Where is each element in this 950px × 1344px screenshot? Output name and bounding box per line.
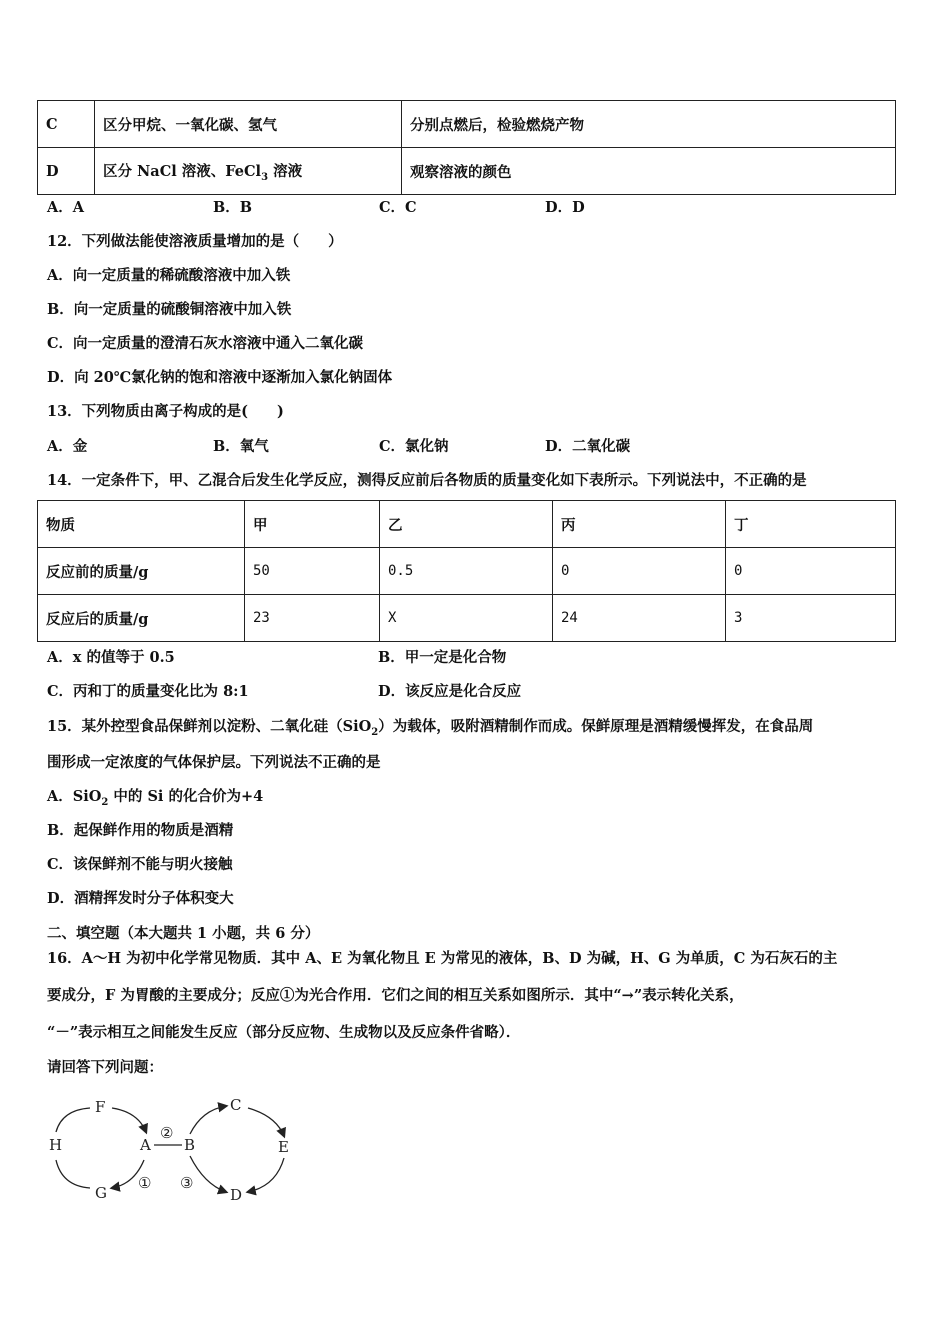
- row-method: 分别点燃后，检验燃烧产物: [402, 101, 896, 148]
- cell: 50: [245, 548, 380, 595]
- mass-table: [37, 500, 896, 642]
- node-f: F: [95, 1098, 106, 1116]
- node-b: B: [184, 1136, 196, 1154]
- option-a: A．金: [47, 438, 88, 455]
- arrow-b-c: [190, 1106, 226, 1134]
- option-b: B．氧气: [213, 438, 269, 455]
- row-method: 观察溶液的颜色: [402, 148, 896, 195]
- q12-stem: 12．下列做法能使溶液质量增加的是（ ）: [47, 233, 343, 250]
- reaction-3-label: ③: [180, 1174, 194, 1192]
- node-d: D: [230, 1186, 243, 1204]
- header-cell: 丙: [553, 501, 726, 548]
- q16-line3: “－”表示相互之间能发生反应（部分反应物、生成物以及反应条件省略）．: [47, 1024, 521, 1041]
- q14-options-row2: [47, 682, 709, 702]
- arrow-b-d: [190, 1156, 226, 1192]
- option-c: C．C: [379, 199, 417, 216]
- q15-stem: 15．某外控型食品保鲜剂以淀粉、二氧化硅（SiO$_2$）为载体，吸附酒精制作而成。保鲜原理是酒精缓慢挥发，在食品周: [47, 718, 814, 738]
- option-d: D．二氧化碳: [545, 438, 631, 455]
- table-row: [38, 148, 896, 195]
- arc-g-h: [56, 1160, 90, 1188]
- q15-option-d: D．酒精挥发时分子体积变大: [47, 890, 234, 907]
- arrow-f-a: [112, 1108, 146, 1132]
- header-cell: 物质: [38, 501, 245, 548]
- q12-option-b: B．向一定质量的硫酸铜溶液中加入铁: [47, 301, 292, 318]
- option-a: A．A: [47, 199, 85, 216]
- row-item: 区分 NaCl 溶液、FeCl$_3$ 溶液: [95, 148, 402, 195]
- q13-options: [47, 437, 711, 457]
- option-c: C．丙和丁的质量变化比为 8:1: [47, 683, 249, 700]
- q15-option-c: C．该保鲜剂不能与明火接触: [47, 856, 233, 873]
- node-g: G: [95, 1184, 107, 1202]
- q14-stem: 14．一定条件下，甲、乙混合后发生化学反应，测得反应前后各物质的质量变化如下表所示。下列说法中，不正确的是: [47, 472, 807, 489]
- arc-h-f: [56, 1108, 90, 1132]
- node-e: E: [278, 1138, 289, 1156]
- arrow-c-e: [248, 1108, 284, 1136]
- reaction-2-label: ②: [160, 1124, 174, 1142]
- cell: X: [380, 595, 553, 642]
- q13-stem: 13．下列物质由离子构成的是( ): [47, 403, 284, 420]
- option-c: C．氯化钠: [379, 438, 449, 455]
- q15-stem-line2: 围形成一定浓度的气体保护层。下列说法不正确的是: [47, 754, 381, 771]
- section-heading: 二、填空题（本大题共 1 小题，共 6 分）: [47, 925, 320, 942]
- cell: 3: [726, 595, 896, 642]
- row-item: 区分甲烷、一氧化碳、氢气: [95, 101, 402, 148]
- cell: 0: [553, 548, 726, 595]
- q12-option-a: A．向一定质量的稀硫酸溶液中加入铁: [47, 267, 291, 284]
- option-a: A．x 的值等于 0.5: [47, 649, 175, 666]
- cell: 0.5: [380, 548, 553, 595]
- node-a: A: [140, 1136, 151, 1154]
- q12-option-c: C．向一定质量的澄清石灰水溶液中通入二氧化碳: [47, 335, 364, 352]
- node-h: H: [49, 1136, 63, 1154]
- arrow-e-d: [248, 1158, 284, 1192]
- table-row: [38, 595, 896, 642]
- option-b: B．甲一定是化合物: [378, 649, 507, 666]
- cell: 0: [726, 548, 896, 595]
- q14-options-row1: [47, 648, 709, 668]
- option-d: D．该反应是化合反应: [378, 683, 522, 700]
- table-row: [38, 101, 896, 148]
- q11-options: [47, 198, 711, 218]
- option-b: B．B: [213, 199, 253, 216]
- header-cell: 甲: [245, 501, 380, 548]
- table-header-row: [38, 501, 896, 548]
- cell: 23: [245, 595, 380, 642]
- q16-line2: 要成分，F 为胃酸的主要成分；反应①为光合作用．它们之间的相互关系如图所示．其中“→”表示转化关系，: [47, 987, 744, 1004]
- cell: 反应后的质量/g: [38, 595, 245, 642]
- q16-line1: 16．A～H 为初中化学常见物质．其中 A、E 为氧化物且 E 为常见的液体，B、D 为碱，H、G 为单质，C 为石灰石的主: [47, 950, 838, 967]
- q12-option-d: D．向 20℃氯化钠的饱和溶液中逐渐加入氯化钠固体: [47, 369, 393, 386]
- header-cell: 丁: [726, 501, 896, 548]
- q15-option-a: A．SiO$_2$ 中的 Si 的化合价为+4: [47, 788, 264, 808]
- cell: 反应前的质量/g: [38, 548, 245, 595]
- q16-line4: 请回答下列问题：: [47, 1059, 163, 1076]
- comparison-table: [37, 100, 896, 195]
- cell: 24: [553, 595, 726, 642]
- row-label: D: [38, 148, 95, 195]
- reaction-1-label: ①: [138, 1174, 152, 1192]
- node-c: C: [230, 1096, 242, 1114]
- row-label: C: [38, 101, 95, 148]
- table-row: [38, 548, 896, 595]
- relation-diagram: [40, 1090, 310, 1210]
- q15-option-b: B．起保鲜作用的物质是酒精: [47, 822, 234, 839]
- header-cell: 乙: [380, 501, 553, 548]
- option-d: D．D: [545, 199, 585, 216]
